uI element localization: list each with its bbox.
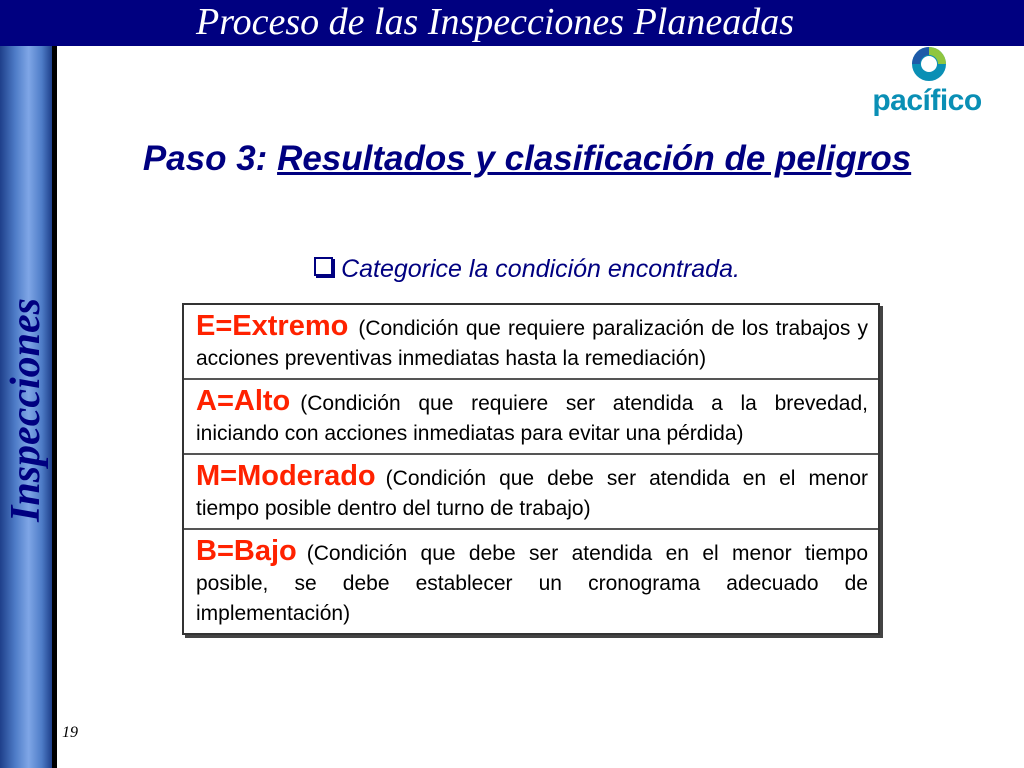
checkbox-bullet-icon [314,257,333,276]
instruction-line [130,253,924,285]
logo-text: pacífico [872,84,982,117]
page-number: 19 [62,724,78,741]
pacifico-logo [862,42,992,124]
instruction-text: Categorice la condición encontrada. [341,255,740,283]
category-row [184,305,878,380]
step-title: Resultados y clasificación de peligros [277,139,912,178]
category-description: (Condición que requiere ser atendida a la brevedad, iniciando con acciones inmediatas para evitar una pérdida) [196,392,868,445]
category-table [182,303,880,635]
category-description: (Condición que requiere paralización de los trabajos y acciones preventivas inmediatas hasta la remediación) [196,317,868,370]
category-row [184,380,878,455]
step-prefix: Paso 3: [142,139,268,178]
category-code: E=Extremo [196,310,349,342]
category-description: (Condición que debe ser atendida en el menor tiempo posible, se debe establecer un cronograma adecuado de implementación) [196,542,868,625]
category-code: B=Bajo [196,535,297,567]
category-row [184,455,878,530]
category-row [184,530,878,633]
category-code: A=Alto [196,385,291,417]
category-code: M=Moderado [196,460,376,492]
slide-title: Proceso de las Inspecciones Planeadas [196,1,794,43]
step-heading [130,138,924,180]
category-description: (Condición que debe ser atendida en el menor tiempo posible dentro del turno de trabajo) [196,467,868,520]
pacifico-swirl-logo-icon [909,44,949,84]
side-divider [52,46,57,768]
side-label: Inspecciones [3,298,49,522]
